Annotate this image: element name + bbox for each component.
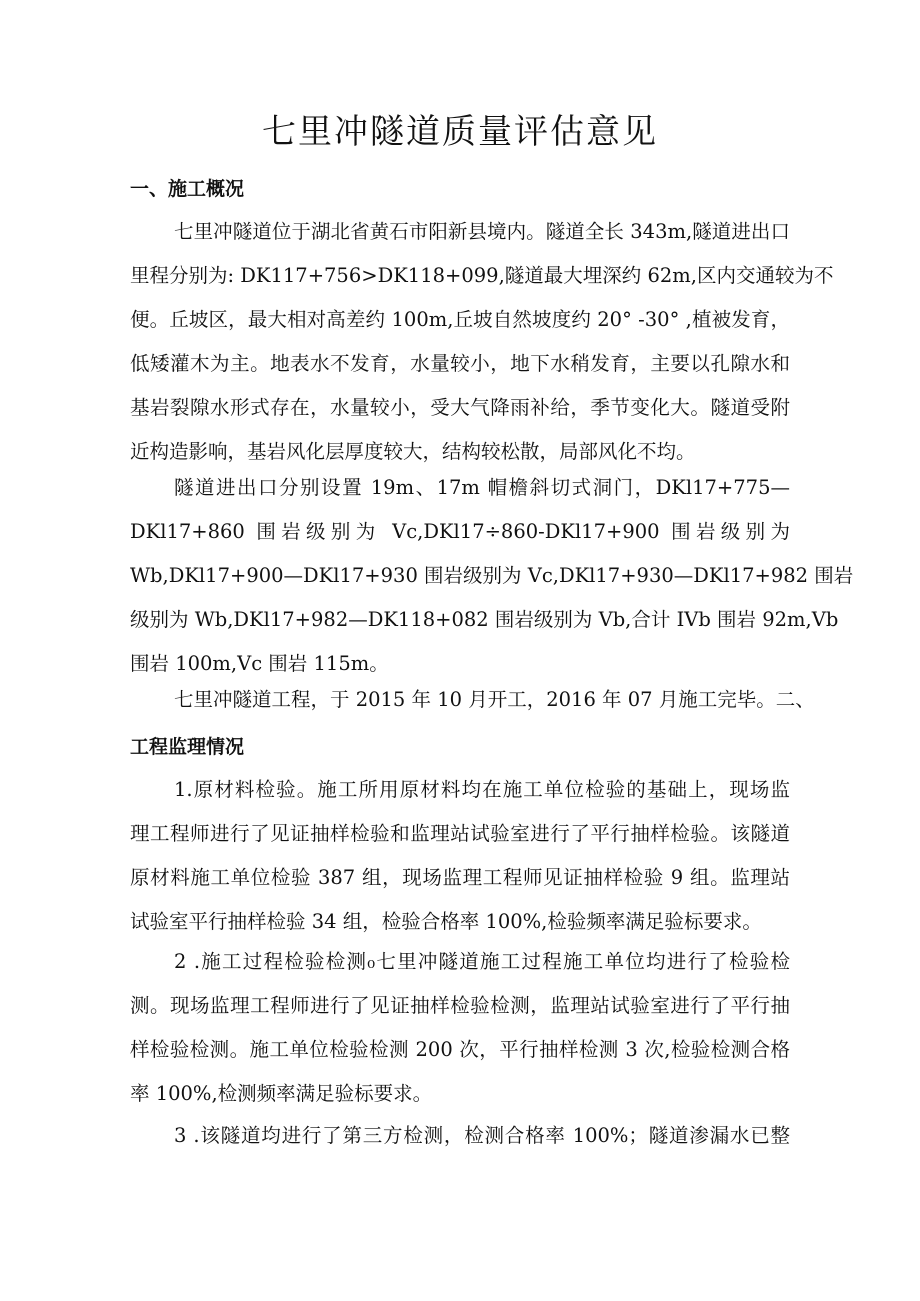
section-heading-supervision: 工程监理情况: [130, 736, 245, 758]
paragraph-location: [130, 210, 834, 474]
paragraph-line: 原材料施工单位检验 387 组，现场监理工程师见证抽样检验 9 组。监理站: [130, 866, 790, 889]
paragraph-line: 基岩裂隙水形式存在，水量较小，受大气降雨补给，季节变化大。隧道受附: [130, 396, 790, 419]
paragraph-line: 样检验检测。施工单位检验检测 200 次，平行抽样检测 3 次,检验检测合格: [130, 1038, 790, 1061]
paragraph-line: 1.原材料检验。施工所用原材料均在施工单位检验的基础上，现场监: [174, 778, 790, 801]
paragraph-line: DKl17+860 围岩级别为 Vc,DKl17÷860-DKl17+900 围岩级别为: [130, 520, 790, 543]
paragraph-line: 隧道进出口分别设置 19m、17m 帽檐斜切式洞门，DKl17+775—: [174, 476, 790, 499]
paragraph-line: 围岩 100m,Vc 围岩 115m。: [130, 652, 389, 675]
paragraph-line: 2 .施工过程检验检测₀七里冲隧道施工过程施工单位均进行了检验检: [174, 950, 790, 973]
paragraph-line: 七里冲隧道位于湖北省黄石市阳新县境内。隧道全长 343m,隧道进出口: [174, 220, 790, 243]
paragraph-line: 理工程师进行了见证抽样检验和监理站试验室进行了平行抽样检验。该隧道: [130, 822, 790, 845]
paragraph-line: 低矮灌木为主。地表水不发育，水量较小，地下水稍发育，主要以孔隙水和: [130, 352, 790, 375]
paragraph-line: 近构造影响，基岩风化层厚度较大，结构较松散，局部风化不均。: [130, 440, 696, 463]
paragraph-line: 测。现场监理工程师进行了见证抽样检验检测，监理站试验室进行了平行抽: [130, 994, 790, 1017]
paragraph-line: 试验室平行抽样检验 34 组，检验合格率 100%,检验频率满足验标要求。: [130, 910, 762, 933]
paragraph-line: 级别为 Wb,DKl17+982—DK118+082 围岩级别为 Vb,合计 IVb 围岩 92m,Vb: [130, 608, 839, 631]
section-heading-construction-overview: 一、施工概况: [130, 178, 245, 200]
paragraph-line: 率 100%,检测频率满足验标要求。: [130, 1082, 433, 1105]
page-title: 七里冲隧道质量评估意见: [262, 112, 658, 152]
paragraph-line: 七里冲隧道工程，于 2015 年 10 月开工，2016 年 07 月施工完毕。二、: [174, 688, 815, 711]
paragraph-process-inspection: [130, 940, 790, 1116]
paragraph-line: 3 .该隧道均进行了第三方检测，检测合格率 100%；隧道渗漏水已整: [174, 1124, 790, 1147]
paragraph-line: 便。丘坡区，最大相对高差约 100m,丘坡自然坡度约 20° -30° ,植被发育，: [130, 308, 790, 331]
paragraph-line: 里程分别为: DK117+756>DK118+099,隧道最大埋深约 62m,区内交通较为不: [130, 264, 834, 287]
paragraph-third-party-testing: [130, 1114, 790, 1158]
paragraph-line: Wb,DKl17+900—DKl17+930 围岩级别为 Vc,DKl17+930—DKl17+982 围岩: [130, 564, 854, 587]
paragraph-portal-surrounding-rock: [130, 466, 854, 686]
paragraph-material-inspection: [130, 768, 790, 944]
paragraph-schedule: [130, 678, 815, 722]
